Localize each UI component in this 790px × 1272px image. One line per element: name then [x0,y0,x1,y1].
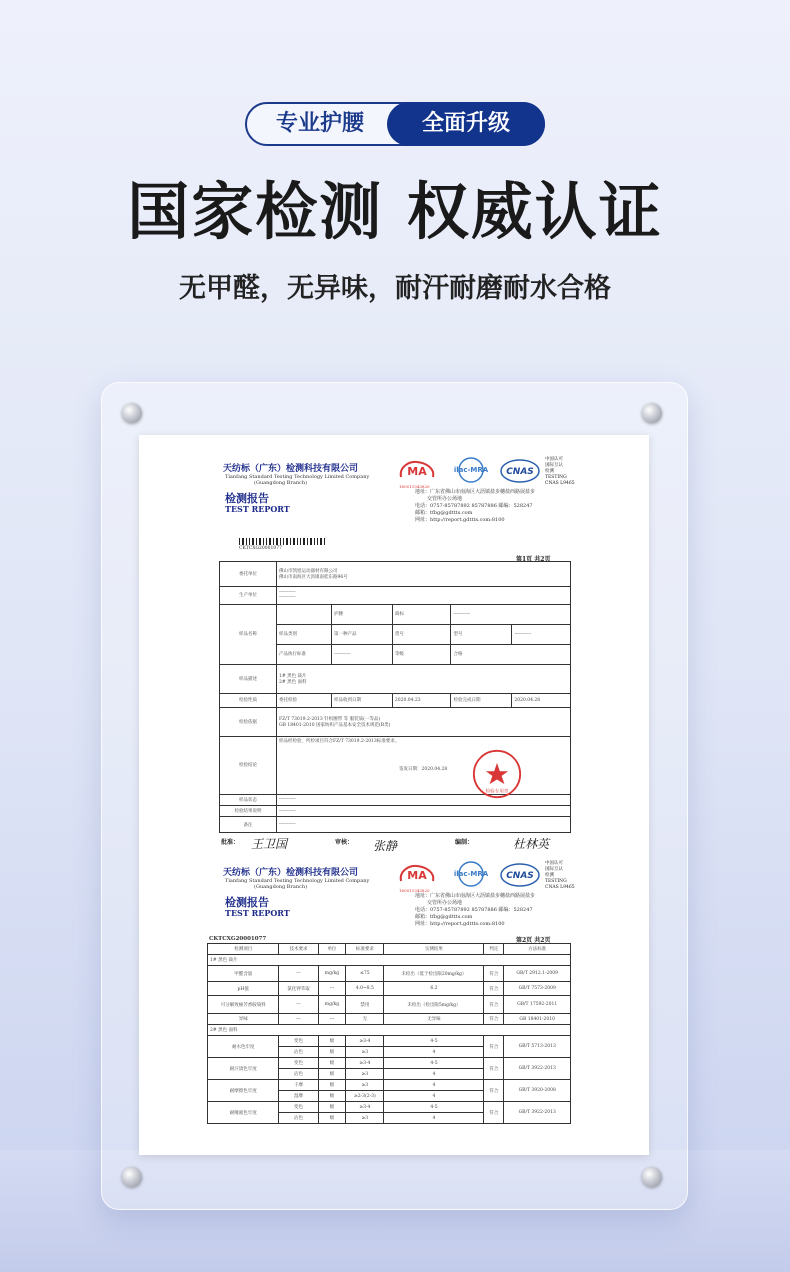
table-cell: 符合 [484,1080,504,1102]
approve-signature: 王卫国 [251,837,288,851]
page-number-1: 第1页 共2页 [516,556,551,563]
table-cell: pH值 [208,982,279,996]
table-cell: 耐汗渍色牢度 [208,1058,279,1080]
review-signature: 张静 [373,839,398,853]
table-cell: 检验结果说明 [220,806,277,817]
table-cell: 4 [384,1113,484,1124]
table-cell: ----------- [277,806,571,817]
table-cell: 级 [318,1102,346,1113]
table-cell: ≥3-4 [346,1058,384,1069]
table-cell: ≥3 [346,1080,384,1091]
company-name-en: Tianfang Standard Testing Technology Limited Company [225,474,370,480]
table-cell: ≥3-4 [346,1036,384,1047]
column-header: 检测项目 [208,944,279,955]
address-line: 交管所办公场地 [427,900,463,906]
report-title-en: TEST REPORT [225,504,290,514]
table-cell: 委托检验 [277,694,332,707]
table-cell: ≥3 [346,1113,384,1124]
table-cell: 甲醛含量 [208,966,279,982]
table-cell: ----------- [512,624,571,644]
company-name-en-2-p2: (Guangdong Branch) [254,884,308,890]
table-cell: 商标 [392,604,451,624]
table-cell: 级 [318,1080,346,1091]
table-cell: 检验完成日期 [451,694,512,707]
table-cell: 佛山市凯旭运动器材有限公司 [279,568,338,574]
table-cell: 符合 [484,1036,504,1058]
page-subtitle: 无甲醛，无异味，耐汗耐磨耐水合格 [179,273,611,304]
column-header: 方法标准 [504,944,571,955]
table-cell: 4-5 [384,1036,484,1047]
table-cell: GB/T 5713-2013 [504,1036,571,1058]
table-cell: 耐唾液色牢度 [208,1102,279,1124]
table-cell: 2# 黑色 面料 [279,680,307,686]
table-cell: 级 [318,1047,346,1058]
cnas-line: TESTING [545,475,567,480]
table-cell: 4-5 [384,1102,484,1113]
cnas-number: CNAS L9465 [545,481,575,486]
table-cell: 型号 [451,624,512,644]
cnas-line: 国际互认 [545,867,563,872]
table-cell: 级 [318,1036,346,1047]
address-line: 电话：0757-85787892 85787886 邮编：528247 [415,503,533,509]
table-cell: GB/T 3922-2013 [504,1102,571,1124]
table-cell: --- [279,966,318,982]
cnas-line: 检测 [545,873,554,878]
table-cell: 级 [318,1058,346,1069]
test-results-table [207,943,571,1124]
table-cell: mg/kg [318,996,346,1014]
report-title-p2: 检测报告 [225,896,269,909]
svg-text:ilac-MRA: ilac-MRA [453,466,489,474]
table-cell: 4 [384,1080,484,1091]
stamp-text: 检验专用章 [485,789,509,795]
table-cell: 样品名称 [220,604,277,664]
table-cell: 沾色 [279,1113,318,1124]
approve-label: 批准： [221,839,240,846]
table-cell: 样品经检验，所检项目符合FZ/T 73019.2-2013标准要求。 [279,738,400,744]
column-header: 标准要求 [346,944,384,955]
ma-number-p2: 160011343820 [399,888,430,893]
table-cell: ----------- [332,644,393,664]
address-line: 网址：http://report.gdttts.com:8100 [415,921,505,927]
column-header: 判定 [484,944,504,955]
section-row: 2# 黑色 面料 [208,1025,571,1036]
report-title-en-p2: TEST REPORT [225,908,290,918]
table-cell: GB/T 3920-2008 [504,1080,571,1102]
table-cell: 禁用 [346,996,384,1014]
table-cell: 样品类别 [277,624,332,644]
table-cell: GB/T 17592-2011 [504,996,571,1014]
address-line: 网址：http://report.gdttts.com:8100 [415,517,505,523]
table-cell: ≥3-4 [346,1102,384,1113]
table-cell: 未检出（低于检出限20mg/kg） [384,966,484,982]
svg-text:MA: MA [407,465,427,478]
table-cell: GB/T 7573-2009 [504,982,571,996]
cnas-logo-icon [499,458,541,484]
company-name: 天纺标（广东）检测科技有限公司 [223,464,359,474]
table-cell: 检验结论 [220,736,277,794]
address-line: 邮箱：tfbg@gdttts.com [415,510,473,516]
table-cell: 氯化钾萃取 [279,982,318,996]
address-line: 交管所办公场地 [427,496,463,502]
cnas-line: 国际互认 [545,463,563,468]
table-cell: 生产单位 [220,586,277,604]
page-title: 国家检测 权威认证 [127,175,663,248]
table-cell: 沾色 [279,1069,318,1080]
table-cell: ----------- [279,595,296,601]
table-cell: ≤75 [346,966,384,982]
table-cell: 符合 [484,982,504,996]
cnas-line: 检测 [545,469,554,474]
cnas-logo-icon [499,862,541,888]
ilac-mra-logo-icon [453,457,489,483]
screw-icon [122,403,142,423]
table-cell: 沾色 [279,1047,318,1058]
table-cell: 干摩 [279,1080,318,1091]
column-header: 单位 [318,944,346,955]
ma-logo-icon [397,459,437,483]
ma-number: 160011343820 [399,484,430,489]
review-label: 审核： [335,839,354,846]
table-cell: 佛山市南海区大沥镇南桂东路96号 [279,574,348,580]
test-report-document [139,435,649,1155]
page-number-2: 第2页 共2页 [516,937,551,944]
table-cell: 货号 [392,624,451,644]
screw-icon [122,1167,142,1187]
table-cell: 委托单位 [220,562,277,587]
table-cell: --- [279,1014,318,1025]
address-line: 地址：广东省佛山市南海区大沥镇盐步穗盐西路展盐步 [415,893,536,899]
report-code: CKTCXG20001077 [239,546,282,551]
table-cell: ----------- [279,590,296,596]
table-cell: 变色 [279,1102,318,1113]
table-cell: 等级 [392,644,451,664]
table-cell: --- [318,1014,346,1025]
cnas-line: TESTING [545,879,567,884]
table-cell: 耐摩擦色牢度 [208,1080,279,1102]
table-cell: 签发日期：2020.04.28 [399,766,448,772]
screw-icon [642,1167,662,1187]
table-cell: 样品状态 [220,794,277,805]
table-cell: 无异味 [384,1014,484,1025]
company-name-p2: 天纺标（广东）检测科技有限公司 [223,868,359,878]
address-block [415,489,535,524]
table-cell: 符合 [484,1102,504,1124]
table-cell: 可分解致癌芳香胺染料 [208,996,279,1014]
table-cell: 产品执行标准 [277,644,332,664]
table-cell: --- [279,996,318,1014]
table-cell: 1# 黑色 裁片 [279,674,307,680]
report-title: 检测报告 [225,492,269,505]
table-cell: 符合 [484,1058,504,1080]
prepare-label: 编制： [455,839,474,846]
table-cell: 护腰 [332,604,393,624]
table-cell: 湿摩 [279,1091,318,1102]
table-cell: 4 [384,1091,484,1102]
table-cell: 4.0~8.5 [346,982,384,996]
table-cell: 级 [318,1113,346,1124]
cnas-caption [545,457,575,487]
table-cell: 符合 [484,996,504,1014]
cnas-caption-p2 [545,861,575,891]
report-code-p2: CKTCXG20001077 [209,936,267,942]
table-cell: GB/T 2912.1-2009 [504,966,571,982]
ilac-mra-logo-icon [453,861,489,887]
table-cell: 级 [318,1091,346,1102]
section-row: 1# 黑色 裁片 [208,955,571,966]
table-cell: 4-5 [384,1058,484,1069]
table-cell: ----------- [277,817,571,833]
table-cell: 2020.04.28 [512,694,571,707]
table-cell: GB 18401-2010 [504,1014,571,1025]
address-line: 邮箱：tfbg@gdttts.com [415,914,473,920]
table-cell: GB/T 3922-2013 [504,1058,571,1080]
svg-text:MA: MA [407,869,427,882]
table-cell: 6.2 [384,982,484,996]
company-name-en-2: (Guangdong Branch) [254,480,308,486]
address-line: 地址：广东省佛山市南海区大沥镇盐步穗盐西路展盐步 [415,489,536,495]
table-cell: ≥3 [346,1047,384,1058]
column-header: 实测结果 [384,944,484,955]
prepare-signature: 杜林英 [513,837,550,851]
table-cell: ----------- [451,604,571,624]
report-summary-table [219,561,571,833]
svg-text:ilac-MRA: ilac-MRA [453,870,489,878]
table-cell: 2020.04.23 [392,694,451,707]
ma-logo-icon [397,863,437,887]
table-cell: 符合 [484,966,504,982]
inspection-stamp-icon [472,749,522,799]
tag-right: 全面升级 [387,102,545,146]
table-cell: 合格 [451,644,571,664]
table-cell: 4 [384,1069,484,1080]
table-cell: --- [318,982,346,996]
table-cell: mg/kg [318,966,346,982]
table-cell: 无 [346,1014,384,1025]
svg-text:CNAS: CNAS [506,871,534,881]
table-cell: FZ/T 73019.2-2013 针织腰带 等 服装质(一等品) [279,716,381,722]
address-block-p2 [415,893,535,928]
table-cell: 未检出（检出限5mg/kg） [384,996,484,1014]
table-cell: 变色 [279,1036,318,1047]
table-cell: 备注 [220,817,277,833]
cnas-line: 中国认可 [545,457,563,462]
address-line: 电话：0757-85787892 85787886 邮编：528247 [415,907,533,913]
table-cell: 异味 [208,1014,279,1025]
screw-icon [642,403,662,423]
table-cell: 级 [318,1069,346,1080]
table-cell: 4 [384,1047,484,1058]
table-cell: 样品收到日期 [332,694,393,707]
table-cell: 耐水色牢度 [208,1036,279,1058]
svg-text:CNAS: CNAS [506,467,534,477]
table-cell: 符合 [484,1014,504,1025]
table-cell: ≥3 [346,1069,384,1080]
cnas-number: CNAS L9465 [545,885,575,890]
table-cell: 第一种产品 [332,624,393,644]
table-cell: 检验依据 [220,707,277,736]
column-header: 技术要求 [279,944,318,955]
table-cell: 检验性质 [220,694,277,707]
tag-left: 专业护腰 [275,111,364,136]
table-cell: 样品描述 [220,665,277,694]
company-name-en-p2: Tianfang Standard Testing Technology Limited Company [225,878,370,884]
table-cell: ----------- [277,794,571,805]
cnas-line: 中国认可 [545,861,563,866]
tag-pill [245,102,545,146]
table-cell: GB 18401-2010 国家纺织产品基本安全技术规范(B类) [279,722,391,728]
table-cell: 变色 [279,1058,318,1069]
table-cell: ≥2-3(2-3) [346,1091,384,1102]
